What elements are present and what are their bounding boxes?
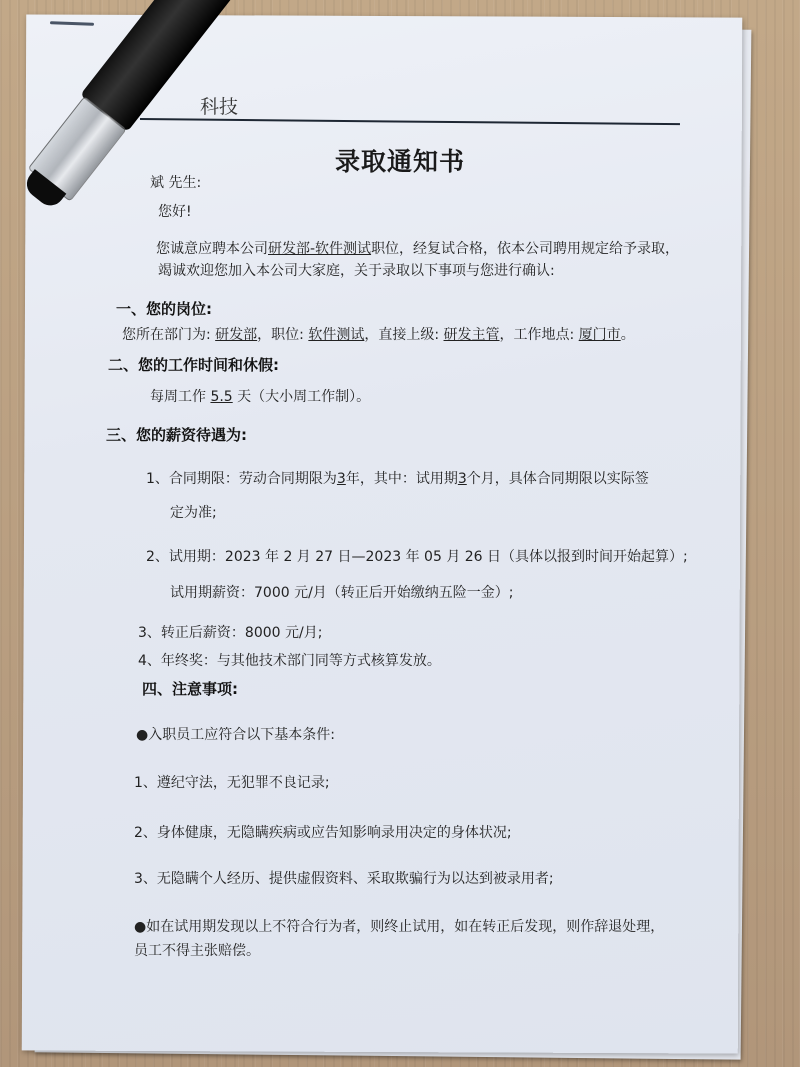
item-number: 1、 <box>146 471 169 487</box>
work-suffix: 天（大小周工作制）。 <box>237 389 371 405</box>
position-value: 软件测试 <box>308 327 365 343</box>
termination-bullet-line-1: ●如在试用期发现以上不符合行为者，则终止试用，如在转正后发现，则作辞退处理， <box>134 919 665 935</box>
section-4-heading: 四、注意事项: <box>142 680 238 698</box>
intro-line-1 <box>156 238 679 258</box>
item-number: 4、 <box>138 653 161 669</box>
section-1-body <box>122 324 635 344</box>
probation-months: 3 <box>457 471 467 487</box>
dept-label: 您所在部门为: <box>122 327 211 343</box>
condition-3: 3、无隐瞒个人经历、提供虚假资料、采取欺骗行为以达到被录用者; <box>134 871 554 887</box>
supervisor-label: ，直接上级: <box>364 327 440 343</box>
salutation <box>150 172 201 192</box>
termination-bullet-line-2: 员工不得主张赔偿。 <box>134 943 260 959</box>
intro-line-2: 竭诚欢迎您加入本公司大家庭，关于录取以下事项与您进行确认: <box>158 263 555 279</box>
dept-value: 研发部 <box>215 327 258 343</box>
contract-years: 3 <box>336 471 346 487</box>
condition-1: 1、遵纪守法，无犯罪不良记录; <box>134 775 330 791</box>
greeting: 您好! <box>158 204 192 220</box>
work-days: 5.5 <box>210 389 233 405</box>
section-3-heading: 三、您的薪资待遇为: <box>106 426 247 444</box>
year-end-bonus: 年终奖：与其他技术部门同等方式核算发放。 <box>160 653 441 669</box>
location-label: ，工作地点: <box>499 327 575 343</box>
item-number: 3、 <box>138 625 161 641</box>
position-label: ，职位: <box>257 327 304 343</box>
period: 。 <box>620 327 635 343</box>
salary-item-1 <box>146 468 649 488</box>
intro-prefix: 您诚意应聘本公司 <box>156 241 268 257</box>
salary-item-2 <box>146 546 688 566</box>
probation-period: 试用期：2023 年 2 月 27 日—2023 年 05 月 26 日（具体以报到时间开始起算）; <box>168 549 688 565</box>
conditions-bullet: ●入职员工应符合以下基本条件: <box>136 727 335 743</box>
recipient-name: 斌 <box>150 175 164 191</box>
probation-salary: 试用期薪资：7000 元/月（转正后开始缴纳五险一金）; <box>170 585 514 601</box>
recipient-title: 先生: <box>168 175 202 191</box>
company-name: 科技 <box>200 96 239 118</box>
salary-item-1-cont: 定为准; <box>170 505 217 521</box>
probation-label: 年，其中：试用期 <box>345 471 458 487</box>
section-2-body <box>150 386 370 406</box>
regular-salary: 转正后薪资：8000 元/月; <box>160 625 323 641</box>
document-title: 录取通知书 <box>334 147 465 176</box>
work-prefix: 每周工作 <box>150 389 206 405</box>
section-2-heading: 二、您的工作时间和休假: <box>108 356 279 374</box>
condition-2: 2、身体健康，无隐瞒疾病或应告知影响录用决定的身体状况; <box>134 825 512 841</box>
salary-item-3 <box>138 622 322 642</box>
intro-suffix: 职位，经复试合格，依本公司聘用规定给予录取， <box>371 241 680 257</box>
location-value: 厦门市 <box>578 327 621 343</box>
item-number: 2、 <box>146 549 169 565</box>
contract-label: 合同期限：劳动合同期限为 <box>168 471 337 487</box>
salary-item-4 <box>138 650 441 670</box>
intro-position: 研发部-软件测试 <box>268 241 372 257</box>
supervisor-value: 研发主管 <box>443 327 500 343</box>
contract-suffix: 个月，具体合同期限以实际签 <box>466 471 649 487</box>
section-1-heading: 一、您的岗位: <box>116 300 212 318</box>
